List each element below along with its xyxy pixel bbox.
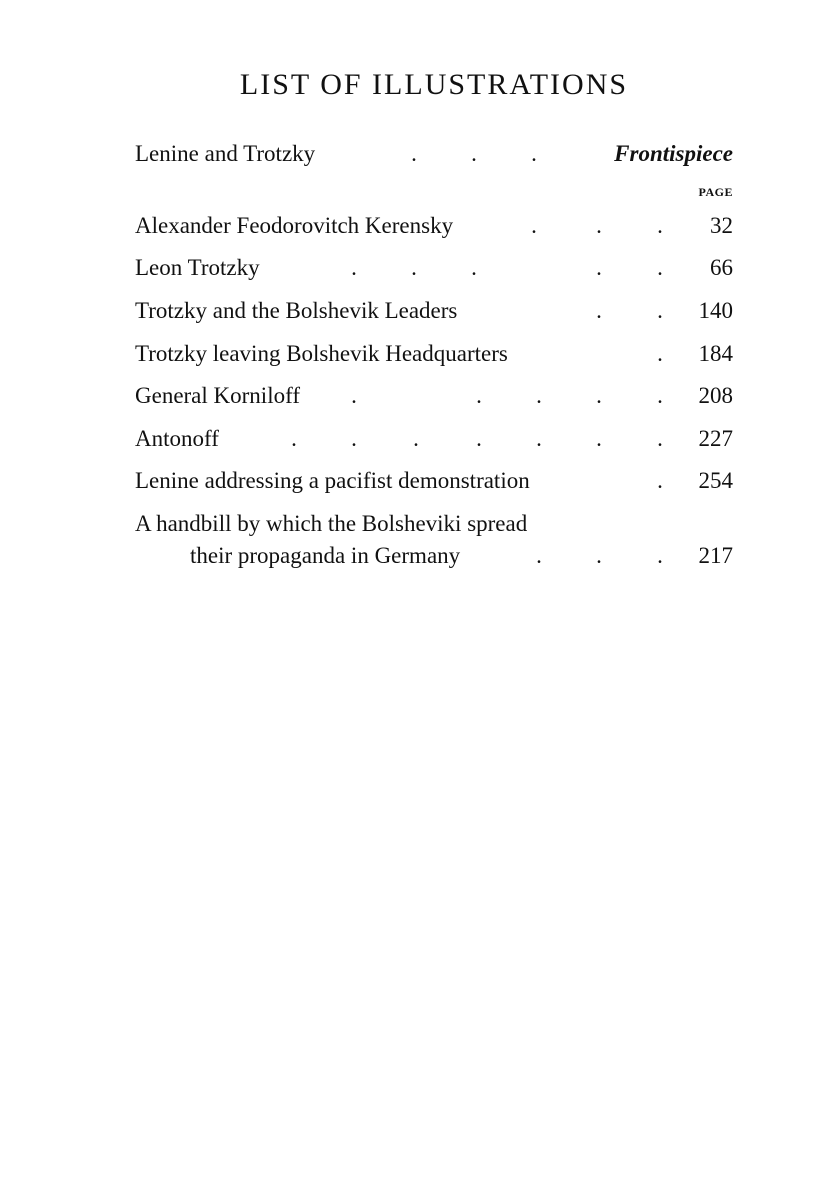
- entry-caption-continued: their propaganda in Germany: [190, 543, 461, 568]
- entry-caption: Lenine addressing a pacifist demonstration: [135, 468, 530, 493]
- leader-dots: . . . . .: [351, 383, 663, 408]
- entry-page: 66: [710, 255, 733, 280]
- leader-dots: . . . . .: [351, 255, 663, 280]
- list-item: [135, 509, 733, 571]
- leader-dots: . . .: [536, 543, 663, 568]
- entry-caption: Lenine and Trotzky: [135, 141, 316, 166]
- entry-page: 32: [710, 213, 733, 238]
- entry-caption: A handbill by which the Bolsheviki spread: [135, 511, 528, 536]
- entry-caption: Antonoff: [135, 426, 219, 451]
- entry-caption: General Korniloff: [135, 383, 300, 408]
- entry-page: 140: [698, 298, 733, 323]
- leader-dots: . . .: [411, 141, 537, 166]
- entry-caption: Leon Trotzky: [135, 255, 260, 280]
- page-header-label: PAGE: [698, 185, 733, 199]
- page-title: LIST OF ILLUSTRATIONS: [239, 68, 629, 101]
- entry-page: 208: [698, 383, 733, 408]
- leader-dots: . .: [596, 298, 663, 323]
- entry-page: 184: [698, 341, 733, 366]
- leader-dots: .: [657, 468, 663, 493]
- entry-page: 227: [698, 426, 733, 451]
- entry-caption: Alexander Feodorovitch Kerensky: [135, 213, 454, 238]
- leader-dots: . . . . . . .: [291, 426, 663, 451]
- entry-caption: Trotzky leaving Bolshevik Headquarters: [135, 341, 508, 366]
- leader-dots: . . .: [531, 213, 663, 238]
- entry-page: 217: [698, 543, 733, 568]
- entry-page: 254: [698, 468, 733, 493]
- entry-caption: Trotzky and the Bolshevik Leaders: [135, 298, 458, 323]
- leader-dots: .: [657, 341, 663, 366]
- entry-page: Frontispiece: [614, 141, 733, 166]
